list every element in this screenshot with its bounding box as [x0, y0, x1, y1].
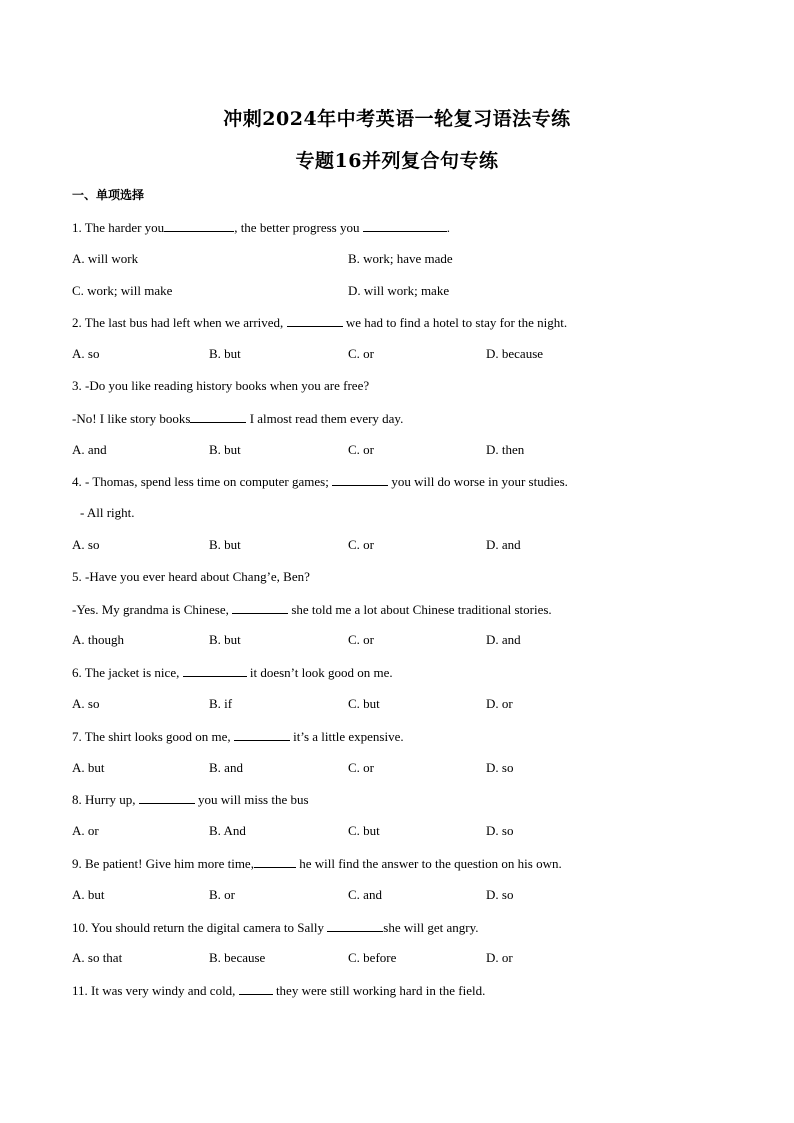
- question-7: [72, 727, 404, 745]
- option-c: C. or: [348, 632, 374, 647]
- page-subtitle: 专题16并列复合句专练: [295, 150, 499, 172]
- option-c: C. but: [348, 696, 380, 711]
- answer-blank: [190, 409, 246, 423]
- answer-blank: [327, 918, 383, 932]
- question-text: 7. The shirt looks good on me,: [72, 729, 234, 744]
- question-text: 1. The harder you: [72, 220, 165, 235]
- option-c: C. but: [348, 823, 380, 838]
- options-6: [72, 695, 732, 713]
- page-title: 冲刺2024年中考英语一轮复习语法专练: [223, 108, 571, 130]
- option-a: A. though: [72, 632, 124, 647]
- options-8: [72, 822, 732, 840]
- question-text: 6. The jacket is nice,: [72, 665, 183, 680]
- question-3-reply: [72, 409, 403, 427]
- question-text: 2. The last bus had left when we arrived,: [72, 315, 287, 330]
- question-5: 5. -Have you ever heard about Chang’e, Ben?: [72, 569, 310, 584]
- option-d: D. then: [486, 442, 525, 457]
- answer-blank: [332, 472, 388, 486]
- option-d: D. because: [486, 346, 544, 361]
- answer-blank: [239, 981, 273, 995]
- option-b: B. but: [209, 346, 241, 361]
- question-text: you will do worse in your studies.: [388, 474, 568, 489]
- question-11: [72, 981, 485, 999]
- question-text: -No! I like story books: [72, 411, 191, 426]
- question-1: [72, 218, 450, 236]
- option-d: D. or: [486, 950, 513, 965]
- option-d: D. or: [486, 696, 513, 711]
- option-d: D. so: [486, 887, 514, 902]
- option-b: B. or: [209, 887, 235, 902]
- option-c: C. and: [348, 887, 382, 902]
- answer-blank: [232, 600, 288, 614]
- option-a: A. so: [72, 696, 100, 711]
- option-b: B. because: [209, 950, 266, 965]
- question-text: she will get angry.: [383, 920, 479, 935]
- question-2: [72, 313, 567, 331]
- answer-blank: [164, 218, 234, 232]
- answer-blank: [287, 313, 343, 327]
- option-b: B. work; have made: [348, 251, 453, 266]
- question-text: she told me a lot about Chinese traditional stories.: [288, 602, 552, 617]
- question-text: 8. Hurry up,: [72, 792, 139, 807]
- question-text: .: [446, 220, 450, 235]
- question-text: I almost read them every day.: [246, 411, 404, 426]
- option-d: D. and: [486, 632, 521, 647]
- option-a: A. so that: [72, 950, 123, 965]
- options-1a: [72, 250, 732, 268]
- option-b: B. but: [209, 537, 241, 552]
- section-heading: 一、单项选择: [72, 188, 145, 202]
- question-text: -Yes. My grandma is Chinese,: [72, 602, 233, 617]
- question-text: it doesn’t look good on me.: [246, 665, 393, 680]
- option-b: B. but: [209, 442, 241, 457]
- option-c: C. or: [348, 442, 374, 457]
- option-d: D. and: [486, 537, 521, 552]
- question-text: you will miss the bus: [194, 792, 309, 807]
- option-a: A. so: [72, 346, 100, 361]
- answer-blank: [254, 854, 296, 868]
- question-5-reply: [72, 600, 552, 618]
- question-text: 11. It was very windy and cold,: [72, 983, 239, 998]
- option-b: B. if: [209, 696, 233, 711]
- question-text: they were still working hard in the field.: [272, 983, 486, 998]
- option-c: C. before: [348, 950, 397, 965]
- options-10: [72, 949, 732, 967]
- option-a: A. but: [72, 887, 105, 902]
- options-1b: [72, 282, 732, 300]
- option-b: B. but: [209, 632, 241, 647]
- answer-blank: [139, 790, 195, 804]
- question-text: 10. You should return the digital camera to Sally: [72, 920, 328, 935]
- question-text: it’s a little expensive.: [289, 729, 404, 744]
- options-5: [72, 631, 732, 649]
- answer-blank: [234, 727, 290, 741]
- option-d: D. will work; make: [348, 283, 450, 298]
- question-text: , the better progress you: [234, 220, 363, 235]
- answer-blank: [363, 218, 447, 232]
- question-9: [72, 854, 562, 872]
- option-c: C. or: [348, 537, 374, 552]
- question-text: 4. - Thomas, spend less time on computer games;: [72, 474, 333, 489]
- option-b: B. and: [209, 760, 243, 775]
- option-b: B. And: [209, 823, 246, 838]
- option-a: A. will work: [72, 251, 139, 266]
- option-c: C. or: [348, 346, 374, 361]
- options-2: [72, 345, 732, 363]
- options-9: [72, 886, 732, 904]
- question-10: [72, 918, 478, 936]
- question-6: [72, 663, 393, 681]
- option-c: C. work; will make: [72, 283, 173, 298]
- question-text: 9. Be patient! Give him more time,: [72, 856, 254, 871]
- options-4: [72, 536, 732, 554]
- question-4-reply: - All right.: [80, 505, 135, 520]
- options-3: [72, 441, 732, 459]
- option-a: A. or: [72, 823, 99, 838]
- answer-blank: [183, 663, 247, 677]
- option-a: A. but: [72, 760, 105, 775]
- option-a: A. so: [72, 537, 100, 552]
- option-c: C. or: [348, 760, 374, 775]
- option-d: D. so: [486, 823, 514, 838]
- option-a: A. and: [72, 442, 107, 457]
- question-text: he will find the answer to the question on his own.: [295, 856, 562, 871]
- question-text: we had to find a hotel to stay for the night.: [342, 315, 568, 330]
- options-7: [72, 759, 732, 777]
- question-4: [72, 472, 568, 490]
- question-3: 3. -Do you like reading history books when you are free?: [72, 378, 370, 393]
- option-d: D. so: [486, 760, 514, 775]
- question-8: [72, 790, 309, 808]
